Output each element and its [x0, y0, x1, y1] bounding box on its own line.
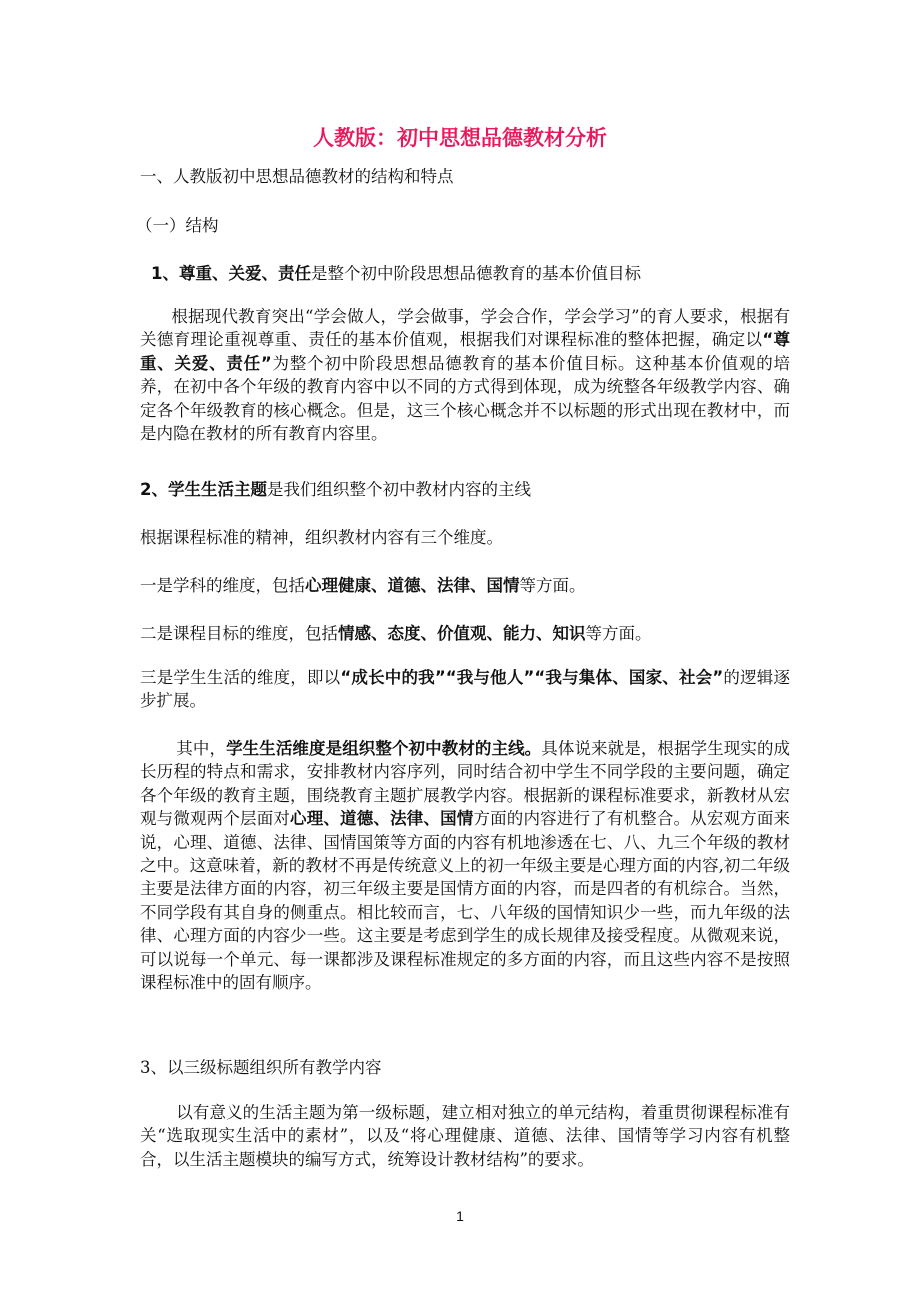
dimension-1 [140, 572, 586, 596]
paragraph-3-text-a: 其中， [176, 739, 227, 758]
paragraph-1 [140, 305, 790, 445]
dimension-3-text-b: 的逻辑逐步扩展。 [140, 668, 790, 711]
item-1-number: 1、 [151, 264, 179, 283]
document-title: 人教版：初中思想品德教材分析 [313, 126, 607, 150]
item-1-heading [151, 260, 641, 284]
subsection-heading: （一）结构 [136, 216, 219, 235]
paragraph-3-bold-1: 学生生活维度是组织整个初中教材的主线。 [226, 739, 542, 758]
page-number: 1 [456, 1208, 464, 1224]
paragraph-2: 根据课程标准的精神，组织教材内容有三个维度。 [140, 528, 503, 547]
item-2-number: 2、 [140, 480, 168, 499]
item-2-bold: 学生生活主题 [167, 480, 267, 499]
paragraph-4: 以有意义的生活主题为第一级标题，建立相对独立的单元结构，着重贯彻课程标准有关“选取现实生活中的素材”，以及“将心理健康、道德、法律、国情等学习内容有机整合，以生活主题模块的编写方式，统筹设计教材结构”的要求。 [140, 1103, 790, 1169]
dimension-1-bold: 心理健康、道德、法律、国情 [305, 576, 520, 595]
dimension-1-text-b: 等方面。 [519, 576, 586, 595]
paragraph-3-text-c: 方面的内容进行了有机整合。从宏观方面来说，心理、道德、法律、国情国策等方面的内容有机地渗透在七、八、九三个年级的教材之中。这意味着，新的教材不再是传统意义上的初一年级主要是心理方面的内容,初二年级主要是法律方面的内容，初三年级主要是国情方面的内容，而是四者的有机综合。当然，不同学段有其自身的侧重点。相比较而言，七、八年级的国情知识少一些，而九年级的法律、心理方面的内容少一些。这主要是考虑到学生的成长规律及接受程度。从微观来说，可以说每一个单元、每一课都涉及课程标准规定的多方面的内容，而且这些内容不是按照课程标准中的固有顺序。 [140, 809, 791, 993]
paragraph-3-bold-2: 心理、道德、法律、国情 [290, 809, 474, 829]
item-1-bold: 尊重、关爱、责任 [178, 264, 311, 283]
item-1-rest: 是整个初中阶段思想品德教育的基本价值目标 [310, 264, 641, 283]
paragraph-1-text-b: 为整个初中阶段思想品德教育的基本价值目标。这种基本价值观的培养，在初中各个年级的教育内容中以不同的方式得到体现，成为统整各年级教学内容、确定各个年级教育的核心概念。但是，这三个核心概念并不以标题的形式出现在教材中，而是内隐在教材的所有教育内容里。 [140, 353, 790, 444]
item-2-rest: 是我们组织整个初中教材内容的主线 [266, 480, 531, 499]
dimension-1-text-a: 一是学科的维度，包括 [140, 576, 305, 595]
item-2-heading [140, 476, 531, 500]
paragraph-1-bold: “尊重、关爱、责任” [140, 330, 790, 373]
item-3-heading: 3、以三级标题组织所有教学内容 [140, 1058, 382, 1077]
dimension-2-bold: 情感、态度、价值观、能力、知识 [338, 624, 586, 643]
dimension-3-bold: “成长中的我”“我与他人”“我与集体、国家、社会” [340, 668, 724, 687]
dimension-3-text-a: 三是学生生活的维度，即以 [140, 668, 341, 687]
dimension-2-text-a: 二是课程目标的维度，包括 [140, 624, 338, 643]
section-heading: 一、人教版初中思想品德教材的结构和特点 [140, 167, 454, 186]
paragraph-1-text-a: 根据现代教育突出“学会做人，学会做事，学会合作，学会学习”的育人要求，根据有关德育理论重视尊重、责任的基本价值观，根据我们对课程标准的整体把握，确定以 [140, 307, 790, 350]
paragraph-3 [140, 737, 790, 994]
dimension-2 [140, 620, 652, 644]
dimension-2-text-b: 等方面。 [585, 624, 652, 643]
dimension-3 [140, 666, 790, 713]
paragraph-3-text-b: 具体说来就是，根据学生现实的成长历程的特点和需求，安排教材内容序列，同时结合初中学生不同学段的主要问题，确定各个年级的教育主题，围绕教育主题扩展教学内容。根据新的课程标准要求，新教材从宏观与微观两个层面对 [140, 739, 791, 829]
